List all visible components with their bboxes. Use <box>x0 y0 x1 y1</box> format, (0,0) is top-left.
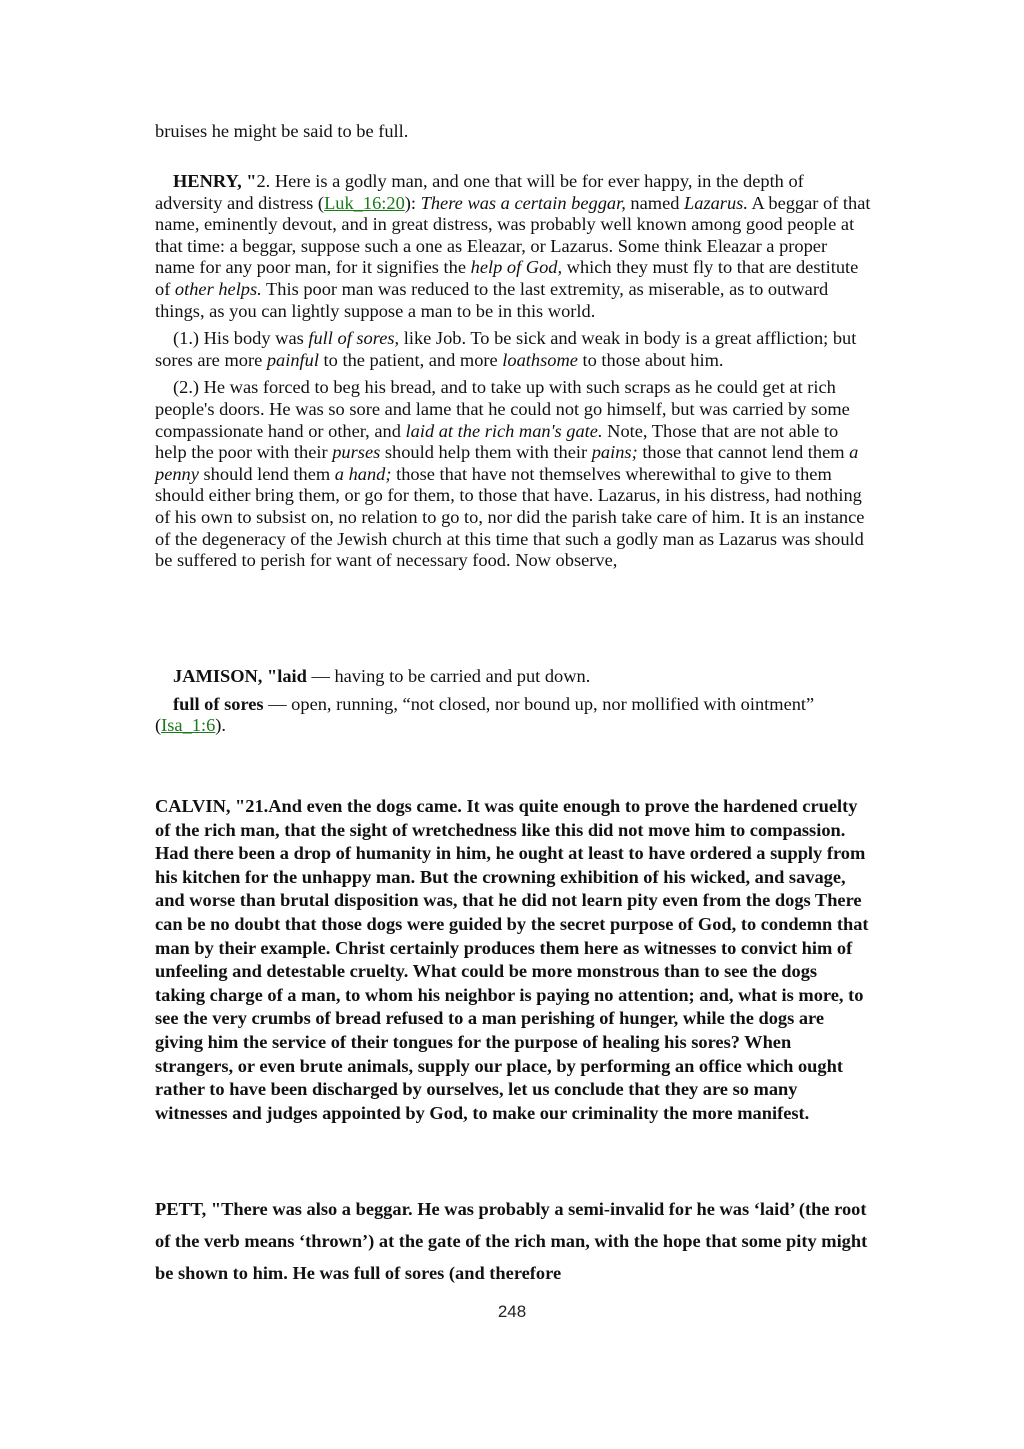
jamison-section <box>155 666 871 737</box>
continuation-text <box>155 121 871 143</box>
pett-section <box>155 1193 871 1289</box>
jamison-paragraph-1: JAMISON, "laid — having to be carried and put down. <box>173 666 591 686</box>
henry-paragraph-1: HENRY, "2. Here is a godly man, and one that will be for ever happy, in the depth of adversity and distress (Luk_16:20): There was a certain beggar, named Lazarus. A beggar of that name, eminently devout, and in great distress, was probably well known among good people at that time: a beggar, suppose such a one as Eleazar, or Lazarus. Some think Eleazar a proper name for any poor man, for it signifies the help of God, which they must fly to that are destitute of other helps. This poor man was reduced to the last extremity, as miserable, as to outward things, as you can lightly suppose a man to be in this world. <box>155 171 871 321</box>
henry-section <box>155 171 871 572</box>
scripture-link-luk-16-20[interactable]: Luk_16:20 <box>324 192 405 213</box>
jamison-paragraph-2: full of sores — open, running, “not closed, nor bound up, nor mollified with ointment” (Isa_1:6). <box>155 693 815 736</box>
jamison-term: full of sores <box>173 693 264 714</box>
page-number: 248 <box>497 1302 527 1321</box>
top-line: bruises he might be said to be full. <box>155 121 409 141</box>
henry-paragraph-3: (2.) He was forced to beg his bread, and to take up with such scraps as he could get at rich people's doors. He was so sore and lame that he could not go himself, but was carried by some compassionate hand or other, and laid at the rich man's gate. Note, Those that are not able to help the poor with their purses should help them with their pains; those that cannot lend them a penny should lend them a hand; those that have not themselves wherewithal to give to them should either bring them, or go for them, to those that have. Lazarus, in his distress, had nothing of his own to subsist on, no relation to go to, nor did the parish take care of him. It is an instance of the degeneracy of the Jewish church at this time that such a godly man as Lazarus was should be suffered to perish for want of necessary food. Now observe, <box>155 377 865 571</box>
henry-paragraph-2: (1.) His body was full of sores, like Job. To be sick and weak in body is a great affliction; but sores are more painful to the patient, and more loathsome to those about him. <box>155 328 857 370</box>
calvin-paragraph: CALVIN, "21.And even the dogs came. It was quite enough to prove the hardened cruelty of the rich man, that the sight of wretchedness like this did not move him to compassion. Had there been a drop of humanity in him, he ought at least to have ordered a supply from his kitchen for the unhappy man. But the crowning exhibition of his wicked, and savage, and worse than brutal disposition was, that he did not learn pity even from the dogs There can be no doubt that those dogs were guided by the secret purpose of God, to condemn that man by their example. Christ certainly produces them here as witnesses to convict him of unfeeling and detestable cruelty. What could be more monstrous than to see the dogs taking charge of a man, to whom his neighbor is paying no attention; and, what is more, to see the very crumbs of bread refused to a man perishing of hunger, while the dogs are giving him the service of their tongues for the purpose of healing his sores? When strangers, or even brute animals, supply our place, by performing an office which ought rather to have been discharged by ourselves, let us conclude that they are so many witnesses and judges appointed by God, to make our criminality the more manifest. <box>155 796 869 1123</box>
jamison-label: JAMISON, "laid <box>173 666 307 686</box>
pett-paragraph: PETT, "There was also a beggar. He was probably a semi-invalid for he was ‘laid’ (the root of the verb means ‘thrown’) at the gate of the rich man, with the hope that some pity might be shown to him. He was full of sores (and therefore <box>155 1199 868 1283</box>
calvin-section <box>155 795 871 1125</box>
scripture-link-isa-1-6[interactable]: Isa_1:6 <box>161 715 216 736</box>
henry-label: HENRY, " <box>173 171 257 191</box>
